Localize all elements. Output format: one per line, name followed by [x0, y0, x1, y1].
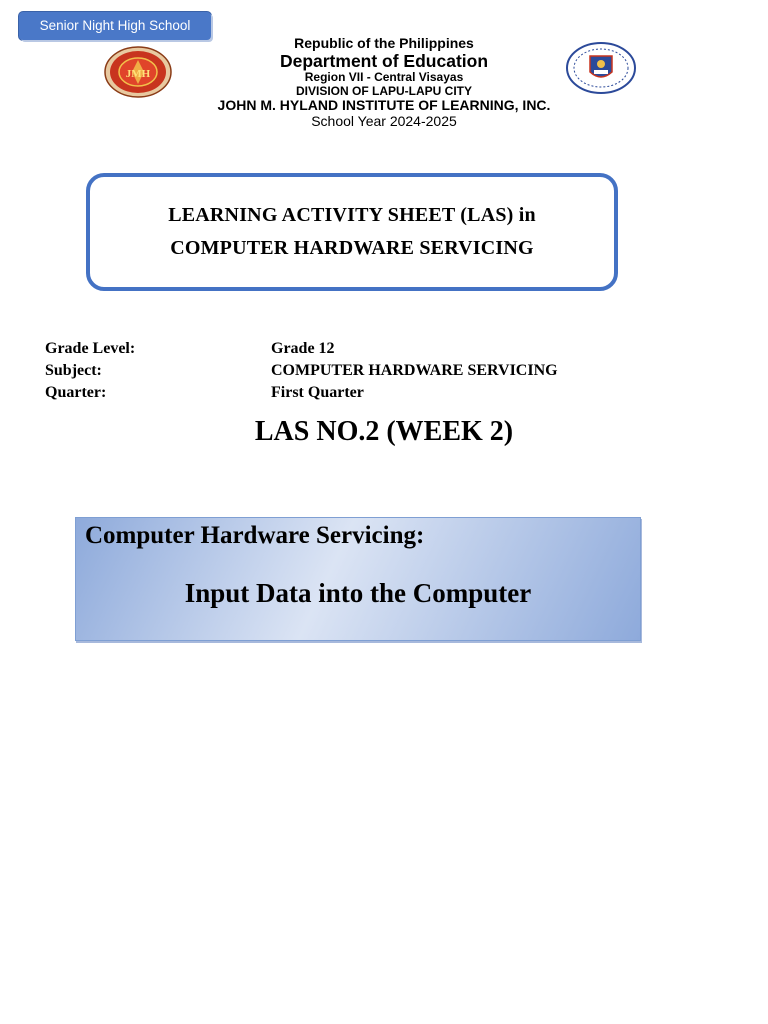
info-label: Quarter:: [45, 384, 107, 401]
header-institute: JOHN M. HYLAND INSTITUTE OF LEARNING, INC.: [217, 97, 551, 114]
topic-subtitle: Input Data into the Computer: [184, 578, 532, 608]
header-republic: Republic of the Philippines: [294, 35, 474, 51]
info-value: COMPUTER HARDWARE SERVICING: [271, 362, 558, 379]
header-school-year: School Year 2024-2025: [311, 112, 457, 129]
header-region: Region VII - Central Visayas: [304, 70, 464, 85]
topic-box: [75, 517, 641, 641]
document-header: [0, 36, 768, 129]
school-badge: Senior Night High School: [19, 12, 211, 40]
topic-heading: Computer Hardware Servicing:: [85, 522, 425, 549]
info-value: First Quarter: [271, 384, 364, 401]
header-division: DIVISION OF LAPU-LAPU CITY: [295, 83, 472, 98]
header-department: Department of Education: [279, 50, 489, 71]
info-value: Grade 12: [271, 340, 335, 357]
svg-text:JMH: JMH: [125, 68, 151, 80]
las-title-line2: COMPUTER HARDWARE SERVICING: [170, 237, 534, 259]
info-label: Subject:: [45, 362, 102, 379]
las-number: LAS NO.2 (WEEK 2): [254, 416, 514, 447]
info-label: Grade Level:: [45, 340, 136, 357]
las-title-line1: LEARNING ACTIVITY SHEET (LAS) in: [168, 204, 536, 226]
las-title-box: [86, 173, 618, 291]
